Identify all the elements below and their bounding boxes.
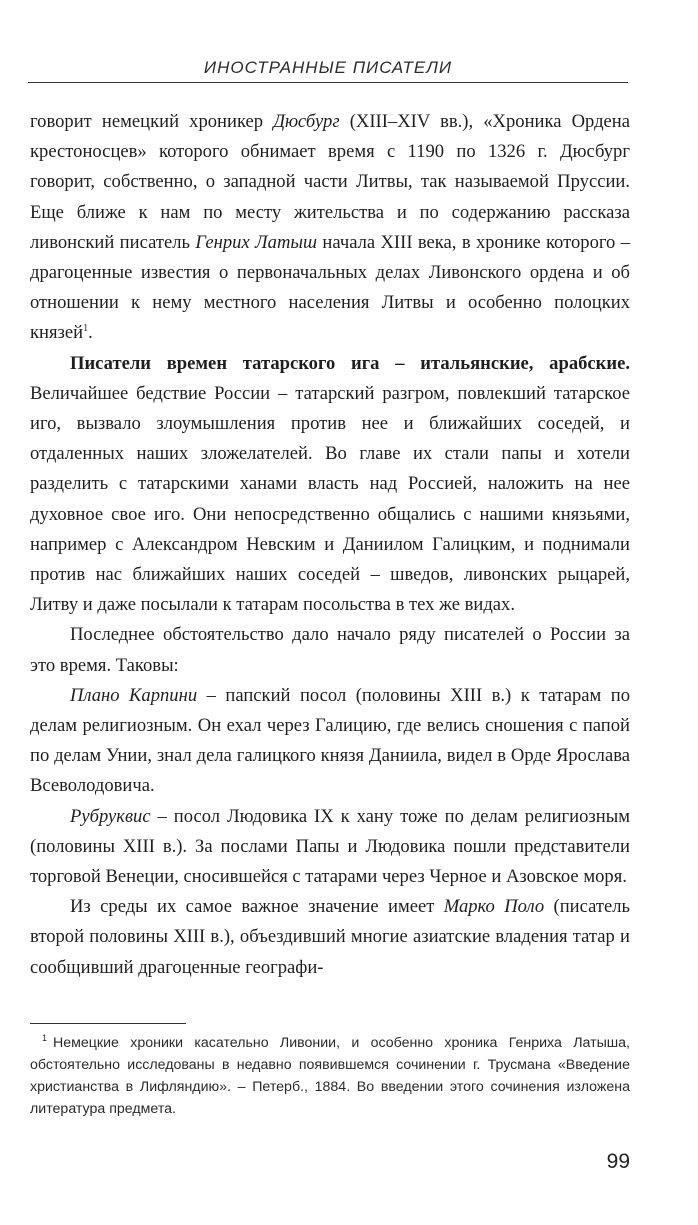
author-plano-carpini: Плано Карпини [70,684,198,706]
paragraph-1 [30,107,630,349]
header-rule [28,82,628,83]
page-number: 99 [606,1150,630,1173]
paragraph-3 [30,620,630,680]
section-heading: Писатели времен татарского ига – итальянские, арабские. [70,352,630,374]
paragraph-1-text-a: говорит немецкий хроникер [30,111,274,132]
footnote-marker: 1 [42,1033,48,1044]
paragraph-6-text-a: Из среды их самое важное значение имеет [70,896,444,918]
author-rubruquis: Рубруквис [70,805,151,827]
footnote-paragraph [30,1032,630,1120]
paragraph-6-text-b: (писатель второй половины XIII в.), объездивший многие азиатские владения татар и сообщивший драгоценные географи- [30,896,630,978]
paragraph-4-text: – папский посол (половины XIII в.) к татарам по делам религиозным. Он ехал через Галицию, где велись сношения с папой по делам Унии, знал дела галицкого князя Даниила, видел в Орде Ярослава Всеволодовича. [30,684,630,797]
footnote-text: Немецкие хроники касательно Ливонии, и особенно хроника Генриха Латыша, обстоятельно исследованы в недавно появившемся сочинении г. Трусмана «Введение христианства в Лифляндию». – Петерб., 1884. Во введении этого сочинения изложена литература предмета. [30,1035,630,1117]
paragraph-2 [30,349,630,621]
paragraph-6 [30,892,630,983]
footnote [30,1032,630,1120]
paragraph-2-text: Величайшее бедствие России – татарский разгром, повлекший татарское иго, вызвало злоумышления против нее и ближайших соседей, и отдаленных наших зложелателей. Во главе их стали папы и хотели разделить с татарскими ханами власть над Россией, наложить на нее духовное свое иго. Они непосредственно общались с нашими князьями, например с Александром Невским и Даниилом Галицким, и поднимали против нас ближайших наших соседей – шведов, ливонских рыцарей, Литву и даже посылали к татарам посольства в тех же видах. [30,382,630,616]
author-duisburg: Дюсбург [273,111,340,132]
paragraph-5 [30,802,630,893]
paragraph-1-text-d: . [88,322,93,344]
paragraph-3-text: Последнее обстоятельство дало начало ряду писателей о России за это время. Таковы: [30,624,630,676]
paragraph-4 [30,681,630,802]
paragraph-5-text: – посол Людовика IX к хану тоже по делам религиозным (половины XIII в.). За послами Папы и Людовика пошли представители торговой Венеции, сносившейся с татарами через Черное и Азовское моря. [30,805,630,888]
running-title: ИНОСТРАННЫЕ ПИСАТЕЛИ [203,58,453,77]
author-henry-latvian: Генрих Латыш [195,231,318,253]
paragraph-1-text-c: начала XIII века, в хронике которого – драгоценные известия о первоначальных делах Ливонского ордена и об отношении к нему местного населения Литвы и особенно полоцких князей [30,231,630,344]
footnote-reference[interactable]: 1 [83,323,89,335]
footnote-rule [30,1023,186,1024]
author-marco-polo: Марко Поло [443,896,545,918]
main-text [30,107,630,983]
paragraph-1-text-b: (XIII–XIV вв.), «Хроника Ордена крестоносцев» которого обнимает время с 1190 по 1326 г. Дюсбург говорит, собственно, о западной части Литвы, так называемой Пруссии. Еще ближе к нам по месту жительства и по содержанию рассказа ливонский писатель [30,111,631,253]
